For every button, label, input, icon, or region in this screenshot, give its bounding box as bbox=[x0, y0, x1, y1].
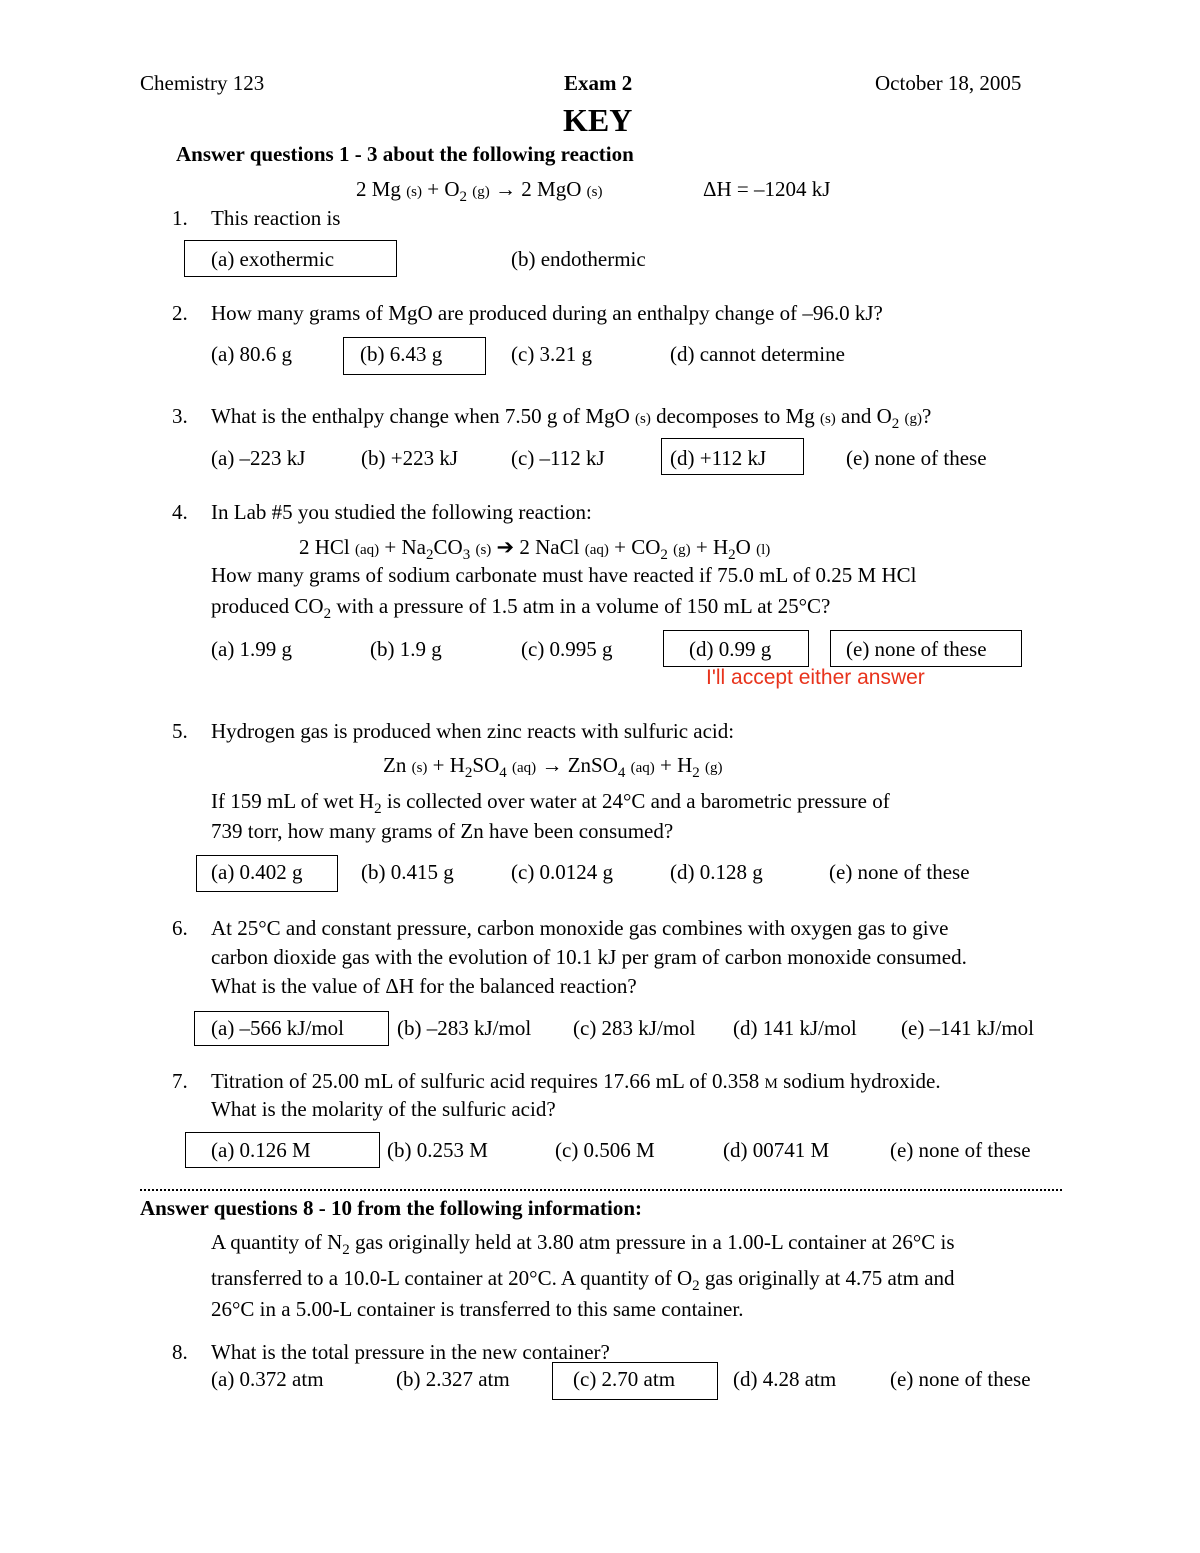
q4-line2: produced $CO_2$ with a pressure of 1.5 atm in a volume of 150 mL at 25°C? bbox=[211, 594, 831, 622]
q5-text: Hydrogen gas is produced when zinc reacts with sulfuric acid: bbox=[211, 719, 735, 743]
q6-option-c: (c) 283 kJ/mol bbox=[573, 1016, 696, 1040]
q6-line2: carbon dioxide gas with the evolution of 10.1 kJ per gram of carbon monoxide consumed. bbox=[211, 945, 967, 969]
q5-line2: 739 torr, how many grams of Zn have been consumed? bbox=[211, 819, 674, 843]
q6-line1: At 25°C and constant pressure, carbon monoxide gas combines with oxygen gas to give bbox=[211, 916, 949, 940]
course-name: Chemistry 123 bbox=[140, 71, 265, 95]
reaction-equation: 2 Mg $(s) + O_2$ (g) → 2 MgO (s) bbox=[356, 177, 603, 205]
q3-text: What is the enthalpy change when 7.50 g of MgO (s) decomposes to Mg (s) and $O_2$ (g)? bbox=[211, 404, 932, 432]
q6-number: 6. bbox=[172, 916, 188, 940]
q8-option-e: (e) none of these bbox=[890, 1367, 1031, 1391]
q1-text: This reaction is bbox=[211, 206, 341, 230]
q1-option-a: (a) exothermic bbox=[211, 247, 335, 271]
q7-option-a: (a) 0.126 M bbox=[211, 1138, 311, 1162]
q3-option-d: (d) +112 kJ bbox=[670, 446, 767, 470]
q4-option-c: (c) 0.995 g bbox=[521, 637, 613, 661]
q3-option-e: (e) none of these bbox=[846, 446, 987, 470]
exam-date: October 18, 2005 bbox=[875, 71, 1022, 95]
q8-option-c: (c) 2.70 atm bbox=[573, 1367, 676, 1391]
section2-heading: Answer questions 8 - 10 from the following information: bbox=[140, 1196, 643, 1220]
q7-option-d: (d) 00741 M bbox=[723, 1138, 830, 1162]
q4-option-d: (d) 0.99 g bbox=[689, 637, 772, 661]
q8-text: What is the total pressure in the new container? bbox=[211, 1340, 610, 1364]
q7-option-b: (b) 0.253 M bbox=[387, 1138, 488, 1162]
q5-option-d: (d) 0.128 g bbox=[670, 860, 763, 884]
q6-option-d: (d) 141 kJ/mol bbox=[733, 1016, 857, 1040]
q7-line2: What is the molarity of the sulfuric acid? bbox=[211, 1097, 556, 1121]
reaction-enthalpy: ΔH = –1204 kJ bbox=[703, 177, 831, 201]
q8-option-d: (d) 4.28 atm bbox=[733, 1367, 837, 1391]
q1-number: 1. bbox=[172, 206, 188, 230]
q2-text: How many grams of MgO are produced during an enthalpy change of –96.0 kJ? bbox=[211, 301, 883, 325]
q4-number: 4. bbox=[172, 500, 188, 524]
dotted-divider bbox=[140, 1189, 1062, 1191]
q2-option-b: (b) 6.43 g bbox=[360, 342, 443, 366]
q8-option-a: (a) 0.372 atm bbox=[211, 1367, 324, 1391]
q2-number: 2. bbox=[172, 301, 188, 325]
section2-line2: transferred to a 10.0-L container at 20°C. A quantity of $O_2$ gas originally at 4.75 atm and bbox=[211, 1266, 955, 1294]
q8-option-b: (b) 2.327 atm bbox=[396, 1367, 510, 1391]
key-title: KEY bbox=[563, 102, 633, 138]
q1-option-b: (b) endothermic bbox=[511, 247, 646, 271]
q4-option-b: (b) 1.9 g bbox=[370, 637, 442, 661]
q7-line1: Titration of 25.00 mL of sulfuric acid requires 17.66 mL of 0.358 M sodium hydroxide. bbox=[211, 1069, 941, 1093]
q5-number: 5. bbox=[172, 719, 188, 743]
section2-line1: A quantity of $N_2$ gas originally held at 3.80 atm pressure in a 1.00-L container at 26°C is bbox=[211, 1230, 955, 1258]
q5-option-c: (c) 0.0124 g bbox=[511, 860, 614, 884]
q4-reaction: 2 HCl $(aq) + Na_2CO_3$ (s) ➔ 2 NaCl $(aq) + CO_2$ $(g) + H_2O$ (l) bbox=[299, 535, 771, 563]
q6-option-b: (b) –283 kJ/mol bbox=[397, 1016, 532, 1040]
q6-option-e: (e) –141 kJ/mol bbox=[901, 1016, 1034, 1040]
q4-text: In Lab #5 you studied the following reaction: bbox=[211, 500, 592, 524]
q4-option-a: (a) 1.99 g bbox=[211, 637, 293, 661]
q5-line1: If 159 mL of wet $H_2$ is collected over water at 24°C and a barometric pressure of bbox=[211, 789, 890, 817]
q2-option-d: (d) cannot determine bbox=[670, 342, 845, 366]
q5-option-a: (a) 0.402 g bbox=[211, 860, 303, 884]
q5-option-b: (b) 0.415 g bbox=[361, 860, 454, 884]
section2-line3: 26°C in a 5.00-L container is transferred to this same container. bbox=[211, 1297, 744, 1321]
grader-note: I'll accept either answer bbox=[706, 666, 925, 689]
q4-option-e: (e) none of these bbox=[846, 637, 987, 661]
q6-option-a: (a) –566 kJ/mol bbox=[211, 1016, 344, 1040]
q3-option-c: (c) –112 kJ bbox=[511, 446, 605, 470]
exam-title: Exam 2 bbox=[564, 71, 633, 95]
q4-line1: How many grams of sodium carbonate must have reacted if 75.0 mL of 0.25 M HCl bbox=[211, 563, 917, 587]
q7-number: 7. bbox=[172, 1069, 188, 1093]
q2-option-c: (c) 3.21 g bbox=[511, 342, 593, 366]
q3-option-b: (b) +223 kJ bbox=[361, 446, 459, 470]
q7-option-c: (c) 0.506 M bbox=[555, 1138, 655, 1162]
q3-number: 3. bbox=[172, 404, 188, 428]
q6-line3: What is the value of ΔH for the balanced reaction? bbox=[211, 974, 637, 998]
q7-option-e: (e) none of these bbox=[890, 1138, 1031, 1162]
q5-option-e: (e) none of these bbox=[829, 860, 970, 884]
q3-option-a: (a) –223 kJ bbox=[211, 446, 306, 470]
section1-heading: Answer questions 1 - 3 about the following reaction bbox=[176, 142, 634, 166]
q8-number: 8. bbox=[172, 1340, 188, 1364]
q5-reaction: Zn $(s) + H_2SO_4$ (aq) → ZnSO$_4$ $(aq) + H_2$ (g) bbox=[383, 753, 723, 781]
q2-option-a: (a) 80.6 g bbox=[211, 342, 293, 366]
